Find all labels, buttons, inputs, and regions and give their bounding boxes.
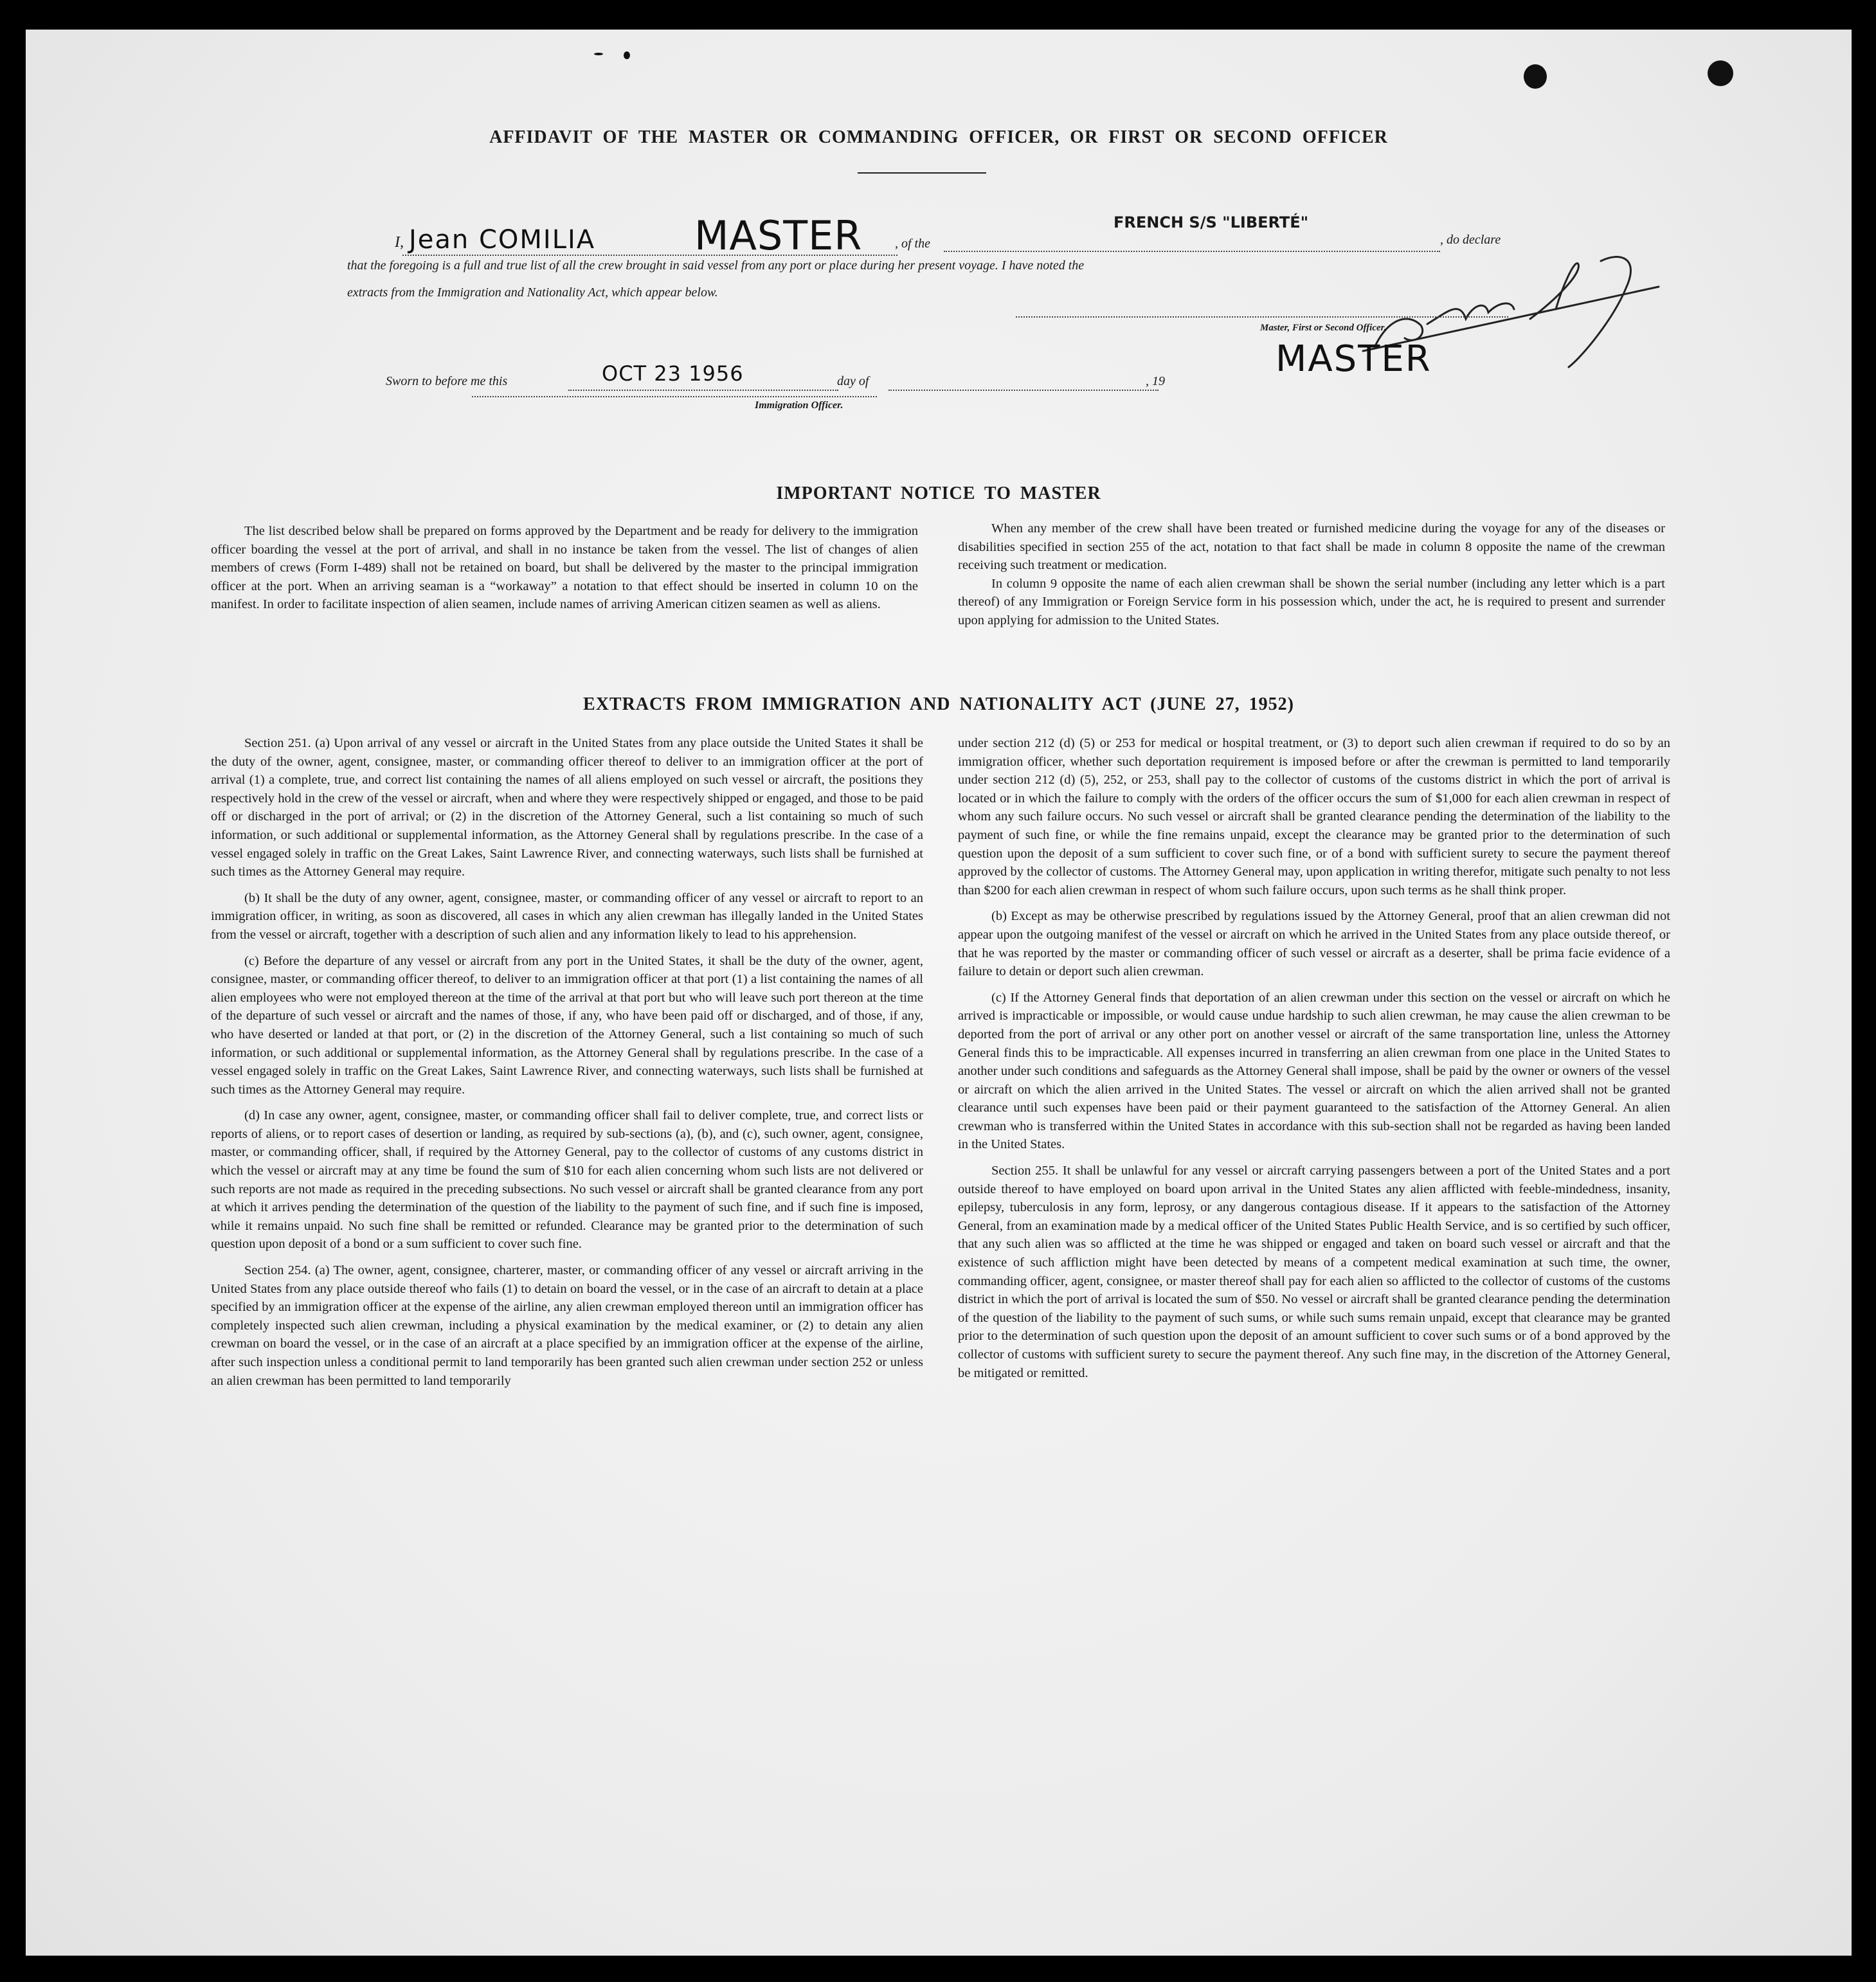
signature-rule — [1016, 316, 1508, 318]
do-declare-label: , do declare — [1440, 233, 1501, 247]
ink-speck — [594, 53, 603, 55]
day-of-label: day of — [837, 374, 869, 388]
i-prefix: I, — [395, 234, 404, 251]
notice-left-column — [211, 522, 918, 614]
signature-caption: Master, First or Second Officer. — [1260, 323, 1387, 333]
extracts-title: EXTRACTS FROM IMMIGRATION AND NATIONALITY ACT (JUNE 27, 1952) — [583, 694, 1294, 714]
extracts-left-column — [211, 734, 923, 1398]
notice-title: IMPORTANT NOTICE TO MASTER — [776, 483, 1101, 503]
sworn-date: OCT 23 1956 — [602, 361, 744, 386]
act-section-paragraph: (c) Before the departure of any vessel or aircraft from any port in the United States, it shall be the duty of the owner, agent, consignee, master, or commanding officer thereof, to deliver to an immigration officer at that port (1) a list containing the names of all alien employees who were not employed thereon at the time of the arrival at that port but who will leave such port thereon at the time of the departure of such vessel or aircraft and the names of those, if any, who have been paid off or discharged, and of those, if any, who have deserted or landed at that port, or (2) in the discretion of the Attorney General, such a list containing so much of such information, or such additional or supplemental information, as the Attorney General shall by regulations prescribe. In the case of a vessel engaged solely in traffic on the Great Lakes, Saint Lawrence River, and connecting waterways, such lists shall be furnished at such times as the Attorney General may require. — [211, 953, 923, 1097]
notice-paragraph: When any member of the crew shall have been treated or furnished medicine during the voyage for any of the diseases or disabilities specified in section 255 of the act, notation to that fact shall be made in column 8 opposite the name of the crewman receiving such treatment or medication. — [958, 521, 1665, 573]
signer-rank: MASTER — [1276, 338, 1432, 380]
sworn-date-rule — [568, 390, 838, 391]
declarant-name: Jean COMILIA — [409, 225, 596, 255]
ink-speck — [624, 51, 630, 59]
sworn-label: Sworn to before me this — [386, 374, 508, 388]
ink-speck — [1524, 64, 1547, 89]
act-section-paragraph: (b) Except as may be otherwise prescribed by regulations issued by the Attorney General, proof that an alien crewman did not appear upon the outgoing manifest of the vessel or aircraft on which he arrived in the United States from any place outside thereof, or that he was reported by the master or commanding officer of such vessel or aircraft as a deserter, shall be prima facie evidence of a failure to detain or deport such alien crewman. — [958, 909, 1670, 979]
name-rule — [402, 255, 897, 256]
act-section-paragraph: Section 251. (a) Upon arrival of any vessel or aircraft in the United States from any place outside the United States it shall be the duty of the owner, agent, consignee, master, or commanding officer thereof to deliver to an immigration officer at the port of arrival (1) a complete, true, and correct list containing the names of all aliens employed on such vessel or aircraft, the positions they respectively hold in the crew of the vessel or aircraft, when and where they were respectively shipped or engaged, and those to be paid off or discharged in the port of arrival; or (2) in the discretion of the Attorney General, such a list containing so much of such information, or such additional or supplemental information, as the Attorney General shall by regulations prescribe. In the case of a vessel engaged solely in traffic on the Great Lakes, Saint Lawrence River, and connecting waterways, such lists shall be furnished at such times as the Attorney General may require. — [211, 736, 923, 879]
document-page — [26, 30, 1852, 1956]
act-section-paragraph: Section 255. It shall be unlawful for any vessel or aircraft carrying passengers between a port of the United States and a port outside thereof to have employed on board upon arrival in the United States any alien afflicted with feeble-mindedness, insanity, epilepsy, tuberculosis in any form, leprosy, or any dangerous contagious disease. If it appears to the satisfaction of the Attorney General, from an examination made by a medical officer of the United States Public Health Service, and is so certified by such officer, that any such alien was so afflicted at the time he was shipped or engaged and taken on board such vessel or aircraft and that the existence of such affliction might have been detected by means of a competent medical examination at such time, the owner, commanding officer, agent, consignee, or master thereof shall pay for each alien so afflicted to the collector of customs of the customs district in which the port of arrival is located the sum of $50. No vessel or aircraft shall be granted clearance pending the determination of the question of the liability to the payment of such sums, or while such sums remain unpaid, except that clearance may be granted prior to the determination of such question upon the deposit of an amount sufficient to cover such sums or of a bond approved by the collector of customs with sufficient surety to secure the payment thereof. Any such fine may, in the discretion of the Attorney General, be mitigated or remitted. — [958, 1164, 1670, 1380]
ink-speck — [1708, 60, 1733, 86]
notice-paragraph: In column 9 opposite the name of each alien crewman shall be shown the serial number (including any letter which is a part thereof) of any Immigration or Foreign Service form in his possession which, under the act, he is required to present and surrender upon applying for admission to the United States. — [958, 576, 1665, 627]
extracts-right-column — [958, 734, 1670, 1390]
affidavit-title: AFFIDAVIT OF THE MASTER OR COMMANDING OFFICER, OR FIRST OR SECOND OFFICER — [489, 127, 1388, 147]
act-section-paragraph: (d) In case any owner, agent, consignee, master, or commanding officer shall fail to deliver complete, true, and correct lists or reports of aliens, or to report cases of desertion or landing, as required by sub-sections (a), (b), and (c), such owner, agent, consignee, master, or commanding officer, shall, if required by the Attorney General, pay to the collector of customs of any customs district in which the vessel or aircraft may at any time be found the sum of $10 for each alien concerning whom such lists are not delivered or such reports are not made as required in the preceding subsections. No such vessel or aircraft shall be granted clearance from any port at which it arrives pending the determination of the question of the liability to the payment of such fine, and if such fine is imposed, while it remains unpaid. No such fine shall be remitted or refunded. Clearance may be granted prior to the determination of such question upon deposit of a bond or a sum sufficient to cover such fine. — [211, 1108, 923, 1252]
declaration-text-1: that the foregoing is a full and true list of all the crew brought in said vessel from any port or place during her present voyage. I have noted the — [347, 258, 1085, 273]
officer-caption: Immigration Officer. — [755, 400, 843, 411]
act-section-paragraph: (b) It shall be the duty of any owner, agent, consignee, master, or commanding officer of any vessel or aircraft to report to an immigration officer, in writing, as soon as discovered, all cases in which any alien crewman has illegally landed in the United States from the vessel or aircraft, together with a description of such alien and any information likely to lead to his apprehension. — [211, 890, 923, 942]
notice-paragraph: The list described below shall be prepared on forms approved by the Department and be ready for delivery to the immigration officer boarding the vessel at the port of arrival, and shall in no instance be taken from the vessel. The list of changes of alien members of crews (Form I-489) shall not be retained on board, but shall be delivered by the master to the principal immigration officer at the port. When an arriving seaman is a “workaway” a notation to that effect should be inserted in column 10 on the manifest. In order to facilitate inspection of alien seamen, include names of arriving American citizen seamen as well as aliens. — [211, 524, 918, 612]
month-rule — [888, 390, 1159, 391]
notice-right-column — [958, 519, 1665, 630]
act-section-paragraph: Section 254. (a) The owner, agent, consignee, charterer, master, or commanding officer of any vessel or aircraft arriving in the United States from any place outside thereof who fails (1) to detain on board the vessel, or in the case of an aircraft to detain at a place specified by an immigration officer at the expense of the airline, any alien crewman employed thereon until an immigration officer has completely inspected such alien crewman, including a physical examination by the medical examiner, or (2) to detain any alien crewman on board the vessel, or in the case of an aircraft at a place specified by an immigration officer at the expense of the airline, after such inspection unless a conditional permit to land temporarily has been granted such alien crewman under section 252 or unless an alien crewman has been permitted to land temporarily — [211, 1263, 923, 1388]
declarant-rank: MASTER — [694, 212, 863, 259]
year-prefix: , 19 — [1146, 374, 1165, 388]
title-rule — [858, 172, 986, 174]
declaration-text-2: extracts from the Immigration and Nationality Act, which appear below. — [347, 285, 718, 300]
act-section-paragraph: under section 212 (d) (5) or 253 for medical or hospital treatment, or (3) to deport such alien crewman if required to do so by an immigration officer, whether such deportation requirement is imposed before or after the crewman is permitted to land temporarily under section 212 (d) (5), 252, or 253, shall pay to the collector of customs of the customs district in which the port of arrival is located or in which the failure to comply with the orders of the officer occurs the sum of $1,000 for each alien crewman in respect of whom any such failure occurs. No such vessel or aircraft shall be granted clearance pending the determination of the liability to the payment of such fine, or while the fine remains unpaid, except the clearance may be granted prior to the determination of such question upon the deposit of a sum sufficient to cover such fine, or of a bond with sufficient surety to secure the payment thereof approved by the collector of customs. The Attorney General may, upon application in writing therefor, mitigate such penalty to not less than $200 for each alien crewman in respect of whom such failure occurs, upon such terms as he shall think proper. — [958, 736, 1670, 897]
act-section-paragraph: (c) If the Attorney General finds that deportation of an alien crewman under this section on the vessel or aircraft on which he arrived is impracticable or impossible, or would cause undue hardship to such alien crewman, he may cause the alien crewman to be deported from the port of arrival or any other port on another vessel or aircraft of the same transportation line, unless the Attorney General finds this to be impracticable. All expenses incurred in transferring an alien crewman from one place in the United States to another under such conditions and safeguards as the Attorney General shall impose, shall be paid by the owner or owners of the vessel or aircraft on which the alien arrived in the United States. The vessel or aircraft on which the alien arrived shall not be granted clearance until such expenses have been paid or their payment guaranteed to the satisfaction of the Attorney General. An alien crewman who is transferred within the United States in accordance with this sub-section shall not be regarded as having been landed in the United States. — [958, 990, 1670, 1152]
vessel-name: FRENCH S/S "LIBERTÉ" — [1114, 213, 1309, 231]
of-the-label: , of the — [895, 237, 930, 251]
immigration-officer-rule — [472, 396, 877, 397]
